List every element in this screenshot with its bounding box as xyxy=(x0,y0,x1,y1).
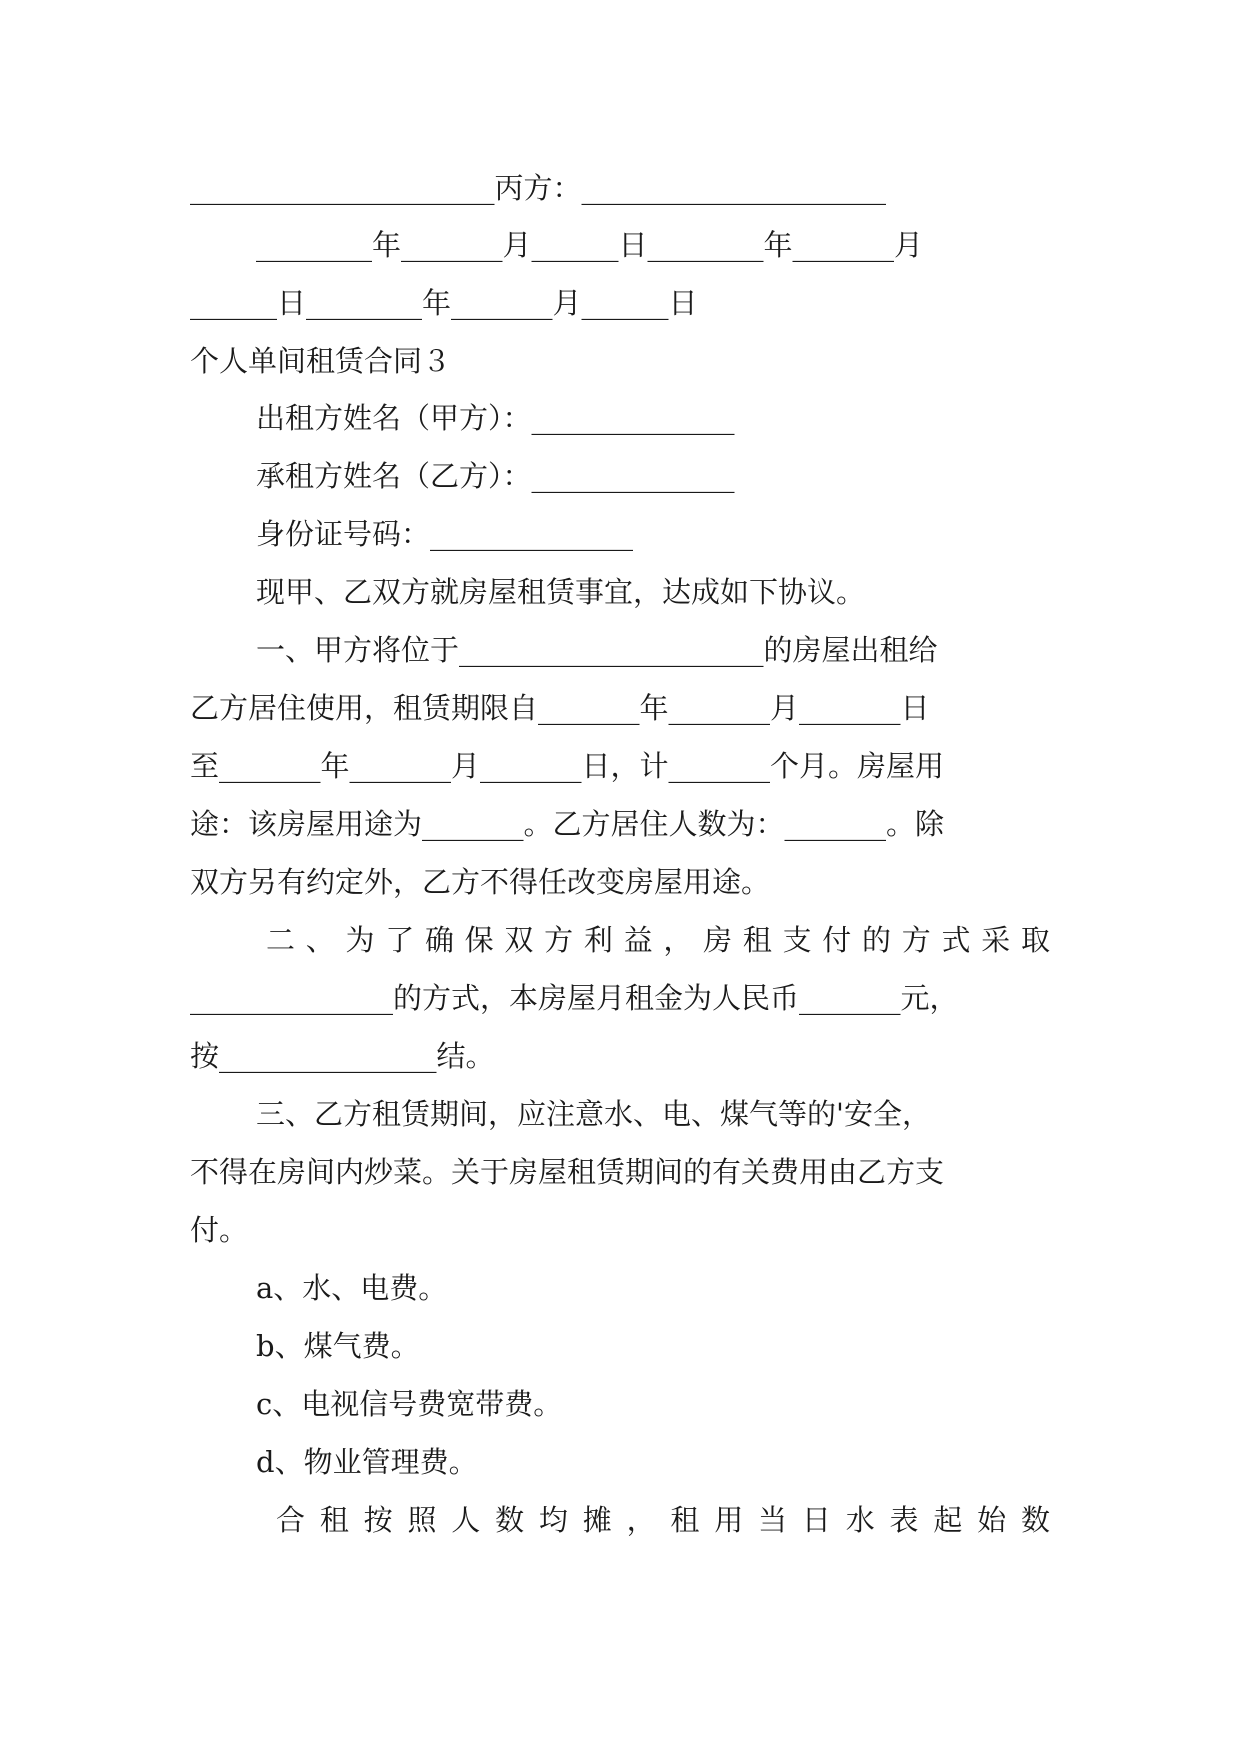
text-line: 付。 xyxy=(190,1213,249,1247)
section-title: 个人单间租赁合同３ xyxy=(190,344,452,378)
text-line: 乙方居住使用，租赁期限自_______年_______月_______日 xyxy=(190,691,930,725)
list-item: b、煤气费。 xyxy=(256,1329,420,1363)
text-line: 承租方姓名（乙方）：______________ xyxy=(256,459,735,493)
text-line: 出租方姓名（甲方）：______________ xyxy=(256,401,735,435)
text-line: 按_______________结。 xyxy=(190,1039,495,1073)
text-line: 一、甲方将位于_____________________的房屋出租给 xyxy=(256,633,938,667)
text-line: 合租按照人数均摊，租用当日水表起始数 xyxy=(276,1503,1050,1537)
text-line: 三、乙方租赁期间，应注意水、电、煤气等的'安全， xyxy=(256,1097,931,1131)
text-line: 不得在房间内炒菜。关于房屋租赁期间的有关费用由乙方支 xyxy=(190,1155,945,1189)
text-line: _____________________丙方：_____________________ xyxy=(190,171,887,205)
text-line: 双方另有约定外，乙方不得任改变房屋用途。 xyxy=(190,865,771,899)
text-line: 至_______年_______月_______日，计_______个月。房屋用 xyxy=(190,749,945,783)
text-line: 现甲、乙双方就房屋租赁事宜，达成如下协议。 xyxy=(256,575,866,609)
text-line: 身份证号码：______________ xyxy=(256,517,634,551)
list-item: a、水、电费。 xyxy=(256,1271,448,1305)
text-line: ________年_______月______日________年_______月 xyxy=(256,228,924,262)
text-line: 二、为了确保双方利益，房租支付的方式采取 xyxy=(266,923,1050,957)
text-line: 途：该房屋用途为_______。乙方居住人数为：_______。除 xyxy=(190,807,945,841)
list-item: d、物业管理费。 xyxy=(256,1445,478,1479)
list-item: c、电视信号费宽带费。 xyxy=(256,1387,563,1421)
text-line: ______日________年_______月______日 xyxy=(190,286,698,320)
text-line: ______________的方式，本房屋月租金为人民币_______元， xyxy=(190,981,959,1015)
